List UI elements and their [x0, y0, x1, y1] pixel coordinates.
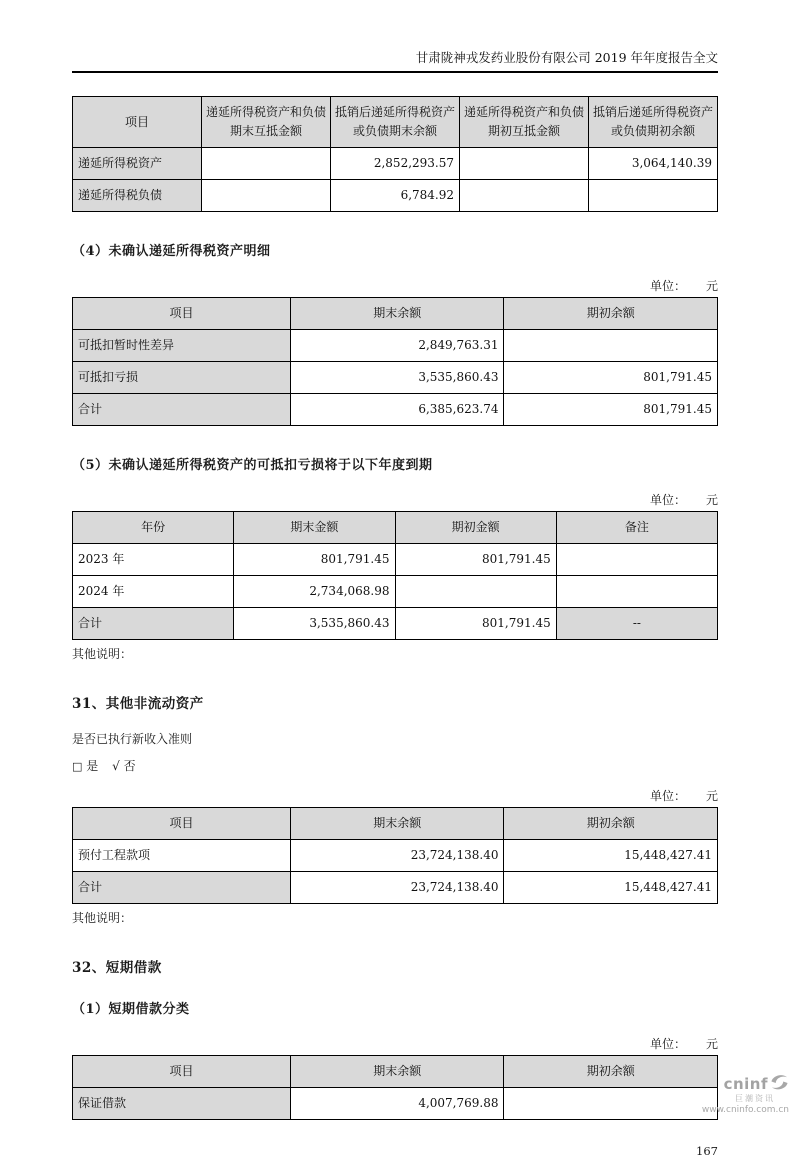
- cell-end: 3,535,860.43: [291, 362, 504, 394]
- cell-item: 预付工程款项: [73, 840, 291, 872]
- section-32-heading: 32、短期借款: [72, 960, 162, 976]
- loss-expiry-table: [72, 511, 718, 640]
- table-row: [73, 1088, 718, 1120]
- cell-begin: 15,448,427.41: [504, 872, 718, 904]
- cell-item: 递延所得税负债: [73, 180, 202, 212]
- section-4-heading: （4）未确认递延所得税资产明细: [72, 244, 271, 259]
- col-header-item: 项目: [73, 808, 291, 840]
- page-number: 167: [696, 1144, 718, 1158]
- revenue-standard-question: 是否已执行新收入准则: [72, 732, 193, 746]
- cninfo-logo-subtitle: 巨潮资讯: [735, 1094, 775, 1104]
- cell-begin: 801,791.45: [504, 362, 718, 394]
- col-header-end: 期末余额: [291, 1056, 504, 1088]
- cell-end-offset: [202, 148, 331, 180]
- col-header-item: 项目: [73, 298, 291, 330]
- table-row: [73, 362, 718, 394]
- col-header-item: 项目: [73, 1056, 291, 1088]
- other-noncurrent-assets-table: [72, 807, 718, 904]
- col-header-year: 年份: [73, 512, 234, 544]
- unit-label: 单位：: [649, 789, 686, 803]
- table-row-total: [73, 394, 718, 426]
- cell-begin: 801,791.45: [395, 544, 556, 576]
- cell-end: 801,791.45: [234, 544, 395, 576]
- table-header-row: [73, 97, 718, 148]
- unrecognized-deferred-tax-table: [72, 297, 718, 426]
- table-row-total: [73, 608, 718, 640]
- unit-label: 单位：: [649, 1037, 686, 1051]
- col-header-begin: 期初余额: [504, 1056, 718, 1088]
- checkbox-unchecked-icon: □: [72, 760, 83, 773]
- unit-line: [72, 277, 718, 294]
- cell-item: 合计: [73, 872, 291, 904]
- col-header-end: 期末余额: [291, 298, 504, 330]
- cell-begin-balance: 3,064,140.39: [589, 148, 718, 180]
- col-header-end-offset: 递延所得税资产和负债期末互抵金额: [202, 97, 331, 148]
- document-header-title: 甘肃陇神戎发药业股份有限公司 2019 年年度报告全文: [415, 50, 718, 65]
- table-row: [73, 180, 718, 212]
- header-rule: [72, 71, 718, 73]
- section-31-heading: 31、其他非流动资产: [72, 696, 204, 712]
- table-row-total: [73, 872, 718, 904]
- unit-currency: 元: [705, 279, 718, 293]
- col-header-begin: 期初余额: [504, 808, 718, 840]
- cninfo-logo: [669, 1074, 789, 1116]
- yes-no-check-line: [72, 757, 718, 774]
- col-header-end: 期末余额: [291, 808, 504, 840]
- cell-end-balance: 2,852,293.57: [331, 148, 460, 180]
- cell-end: 2,849,763.31: [291, 330, 504, 362]
- other-notes-label: 其他说明：: [72, 647, 133, 661]
- unit-line: [72, 491, 718, 508]
- cell-begin-offset: [460, 148, 589, 180]
- unit-line: [72, 1035, 718, 1052]
- yes-label: 是: [86, 759, 99, 773]
- unit-label: 单位：: [649, 279, 686, 293]
- cell-year: 2024 年: [73, 576, 234, 608]
- deferred-tax-offset-table: [72, 96, 718, 212]
- table-header-row: [73, 298, 718, 330]
- no-label: 否: [123, 759, 136, 773]
- col-header-begin-offset: 递延所得税资产和负债期初互抵金额: [460, 97, 589, 148]
- cell-item: 合计: [73, 394, 291, 426]
- cell-begin: 801,791.45: [395, 608, 556, 640]
- col-header-begin-balance: 抵销后递延所得税资产或负债期初余额: [589, 97, 718, 148]
- cell-begin: 801,791.45: [504, 394, 718, 426]
- section-5-heading: （5）未确认递延所得税资产的可抵扣亏损将于以下年度到期: [72, 458, 433, 473]
- cell-item: 可抵扣亏损: [73, 362, 291, 394]
- col-header-note: 备注: [556, 512, 717, 544]
- cell-end: 2,734,068.98: [234, 576, 395, 608]
- cell-begin: 15,448,427.41: [504, 840, 718, 872]
- cell-begin: [395, 576, 556, 608]
- other-notes-label: 其他说明：: [72, 911, 133, 925]
- unit-line: [72, 787, 718, 804]
- cell-end: 6,385,623.74: [291, 394, 504, 426]
- cell-end-balance: 6,784.92: [331, 180, 460, 212]
- unit-label: 单位：: [649, 493, 686, 507]
- cell-begin: [504, 330, 718, 362]
- cell-begin-balance: [589, 180, 718, 212]
- cninfo-logo-url: www.cninfo.com.cn: [701, 1105, 789, 1116]
- table-row: [73, 544, 718, 576]
- table-row: [73, 148, 718, 180]
- cell-begin-offset: [460, 180, 589, 212]
- short-term-borrowings-table: [72, 1055, 718, 1120]
- unit-currency: 元: [705, 1037, 718, 1051]
- table-header-row: [73, 512, 718, 544]
- col-header-begin: 期初余额: [504, 298, 718, 330]
- cell-note: --: [556, 608, 717, 640]
- cell-end: 23,724,138.40: [291, 840, 504, 872]
- cell-note: [556, 576, 717, 608]
- cninfo-logo-text: cninf: [723, 1074, 768, 1093]
- col-header-begin: 期初金额: [395, 512, 556, 544]
- section-32-sub-heading: （1）短期借款分类: [72, 1002, 190, 1017]
- cninfo-brand-row: [669, 1074, 789, 1095]
- cell-item: 保证借款: [73, 1088, 291, 1120]
- col-header-item: 项目: [73, 97, 202, 148]
- page-content: [72, 0, 718, 1158]
- cell-end: 3,535,860.43: [234, 608, 395, 640]
- table-header-row: [73, 808, 718, 840]
- cell-note: [556, 544, 717, 576]
- unit-currency: 元: [705, 789, 718, 803]
- table-row: [73, 840, 718, 872]
- table-row: [73, 576, 718, 608]
- unit-currency: 元: [705, 493, 718, 507]
- table-header-row: [73, 1056, 718, 1088]
- checkmark-icon: √: [112, 759, 120, 773]
- table-row: [73, 330, 718, 362]
- cell-end-offset: [202, 180, 331, 212]
- col-header-end: 期末金额: [234, 512, 395, 544]
- cninfo-swirl-icon: [770, 1074, 789, 1095]
- cell-end: 4,007,769.88: [291, 1088, 504, 1120]
- cell-item: 可抵扣暂时性差异: [73, 330, 291, 362]
- cell-item: 递延所得税资产: [73, 148, 202, 180]
- col-header-end-balance: 抵销后递延所得税资产或负债期末余额: [331, 97, 460, 148]
- cell-end: 23,724,138.40: [291, 872, 504, 904]
- cell-year: 2023 年: [73, 544, 234, 576]
- cell-year: 合计: [73, 608, 234, 640]
